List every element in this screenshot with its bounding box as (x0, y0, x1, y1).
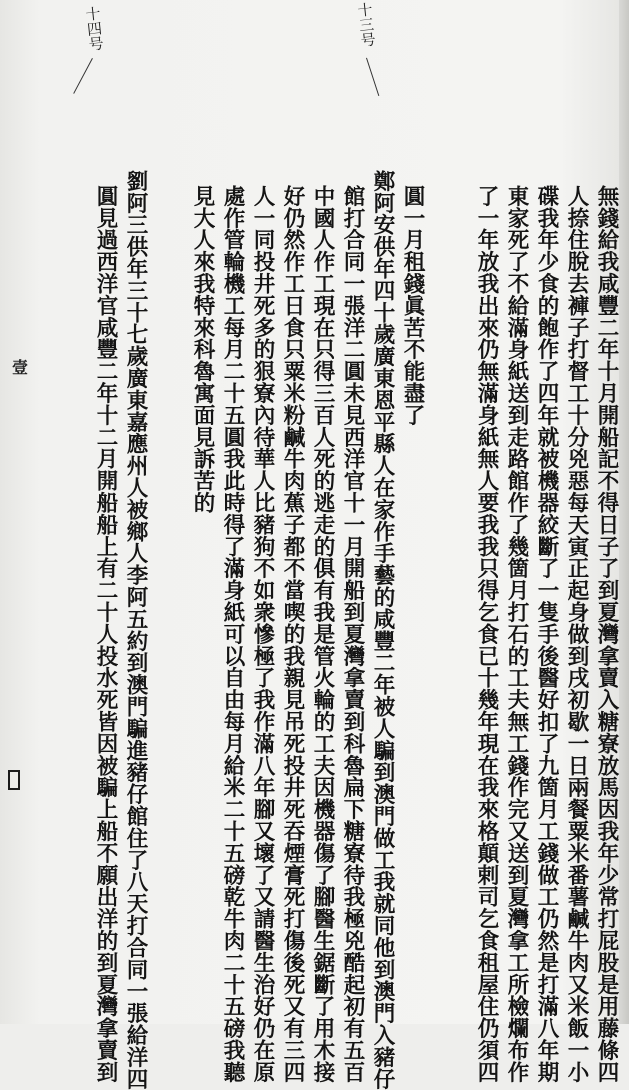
text-column-8: 館打合同一張洋二圓未見西洋官十一月開船到夏灣拿賣到科魯扁下糖寮待我極兇酷起初有五百 (340, 185, 365, 1083)
text-column-7: 鄭阿安供年四十歲廣東恩平縣人在家作手藝的咸豐二年被人騙到澳門做工我就同他到澳門入豬仔 (370, 170, 395, 1090)
page-edge (619, 0, 629, 1024)
text-column-15: 圓見過西洋官咸豐二年十二月開船船上有二十人投水死皆因被騙上船不願出洋的到夏灣拿賣到 (93, 185, 118, 1083)
text-column-3: 碟我年少食的飽作了四年就被機器絞斷了一隻手後醫好扣了九箇月工錢做工仍然是打滿八年期 (534, 185, 559, 1083)
text-column-2: 人捺住脫去褲子打督工十分兇惡每天寅正起身做到戌初歇一日兩餐粟米番薯鹹牛肉又米飯一小 (564, 185, 589, 1083)
text-column-9: 中國人作工現在只得三百人死的逃走的俱有我是管火輪的工夫因機器傷了腳醫生鋸斷了用木接 (310, 185, 335, 1083)
margin-note-right: 十三号 (354, 1, 378, 48)
text-column-6: 圓一月租錢眞苦不能盡了 (400, 185, 425, 426)
text-column-11: 人一同投井死多的狠寮內待華人比豬狗不如衆慘極了我作滿八年腳又壞了又請醫生治好仍在原 (250, 185, 275, 1083)
text-column-12: 處作管輪機工每月二十五圓我此時得了滿身紙可以自由每月給米二十五磅乾牛肉二十五磅我聽 (220, 185, 245, 1083)
margin-block-mark (8, 770, 20, 790)
margin-folio-mark: 壹 (12, 358, 29, 377)
text-column-4: 東家死了不給滿身紙送到走路館作了幾箇月打石的工夫無工錢作完又送到夏灣拿工所檢爛布作 (504, 185, 529, 1083)
text-column-5: 了一年放我出來仍無滿身紙無人要我我只得乞食已十幾年現在我來格顛剌司乞食租屋住仍須四 (474, 185, 499, 1083)
text-column-10: 好仍然作工日食只粟米粉鹹牛肉蕉子都不當喫的我親見吊死投井死吞煙膏死打傷後死又有三四 (280, 185, 305, 1083)
margin-note-left: 十四号 (82, 5, 106, 52)
text-column-14: 劉阿三供年三十七歲廣東嘉應州人被鄉人李阿五約到澳門騙進豬仔館住了八天打合同一張給洋四 (123, 170, 148, 1090)
text-column-1: 無錢給我咸豐二年十月開船記不得日子了到夏灣拿賣入糖寮放馬因我年少常打屁股是用藤條四 (594, 185, 619, 1083)
text-column-13: 見大人來我特來科魯寓面見訴苦的 (190, 185, 215, 514)
